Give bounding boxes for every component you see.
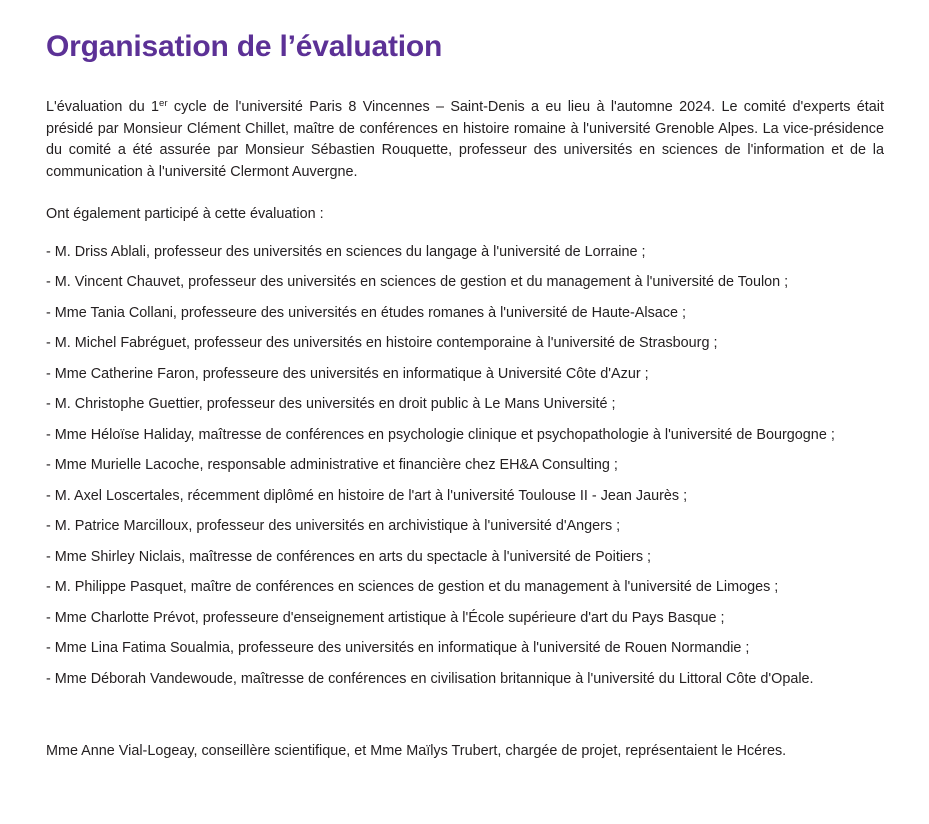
list-item: - Mme Shirley Niclais, maîtresse de conférences en arts du spectacle à l'université de Poitiers ; (46, 548, 652, 565)
intro-paragraph (46, 66, 884, 183)
list-item: - Mme Tania Collani, professeure des universités en études romanes à l'université de Haute-Alsace ; (46, 304, 686, 321)
list-item: - Mme Charlotte Prévot, professeure d'enseignement artistique à l'École supérieure d'art du Pays Basque ; (46, 609, 725, 626)
lead-in-text: Ont également participé à cette évaluation : (46, 206, 324, 222)
list-item: - M. Driss Ablali, professeur des universités en sciences du langage à l'université de Lorraine ; (46, 243, 646, 260)
list-item: - M. Philippe Pasquet, maître de conférences en sciences de gestion et du management à l'université de Limoges ; (46, 579, 779, 595)
list-item: - M. Christophe Guettier, professeur des universités en droit public à Le Mans Université ; (46, 396, 616, 412)
committee-member-list (46, 226, 884, 700)
list-item: - Mme Déborah Vandewoude, maîtresse de conférences en civilisation britannique à l'université du Littoral Côte d'Opale. (46, 670, 814, 687)
closing-paragraph: Mme Anne Vial-Logeay, conseillère scientifique, et Mme Maïlys Trubert, chargée de projet, représentaient le Hcéres. (46, 743, 787, 759)
list-item: - Mme Héloïse Haliday, maîtresse de conférences en psychologie clinique et psychopathologie à l'université de Bourgogne ; (46, 426, 835, 443)
page-title: Organisation de l’évaluation (46, 30, 443, 63)
intro-text-part1: L'évaluation du 1 (46, 99, 160, 115)
list-item: - Mme Murielle Lacoche, responsable administrative et financière chez EH&A Consulting ; (46, 457, 618, 473)
list-item: - Mme Lina Fatima Soualmia, professeure des universités en informatique à l'université de Rouen Normandie ; (46, 640, 750, 656)
intro-text-part2: cycle de l'université Paris 8 Vincennes – Saint-Denis a eu lieu à l'automne 2024. Le comité d'experts était présidé par Monsieur Clément Chillet, maître de conférences en histoire romaine à l'université Grenoble Alpes. La vice-présidence du comité a été assurée par Monsieur Sébastien Rouquette, professeur des universités en sciences de l'information et de la communication à l'université Clermont Auvergne. (46, 99, 884, 180)
list-item: - M. Michel Fabréguet, professeur des universités en histoire contemporaine à l'université de Strasbourg ; (46, 335, 718, 351)
document-content (46, 0, 884, 763)
list-item: - M. Vincent Chauvet, professeur des universités en sciences de gestion et du management à l'université de Toulon ; (46, 274, 789, 290)
ordinal-suffix: er (159, 98, 168, 110)
list-item: - Mme Catherine Faron, professeure des universités en informatique à Université Côte d'Azur ; (46, 365, 649, 382)
list-item: - M. Patrice Marcilloux, professeur des universités en archivistique à l'université d'Angers ; (46, 518, 621, 534)
list-item: - M. Axel Loscertales, récemment diplômé en histoire de l'art à l'université Toulouse II - Jean Jaurès ; (46, 487, 688, 504)
